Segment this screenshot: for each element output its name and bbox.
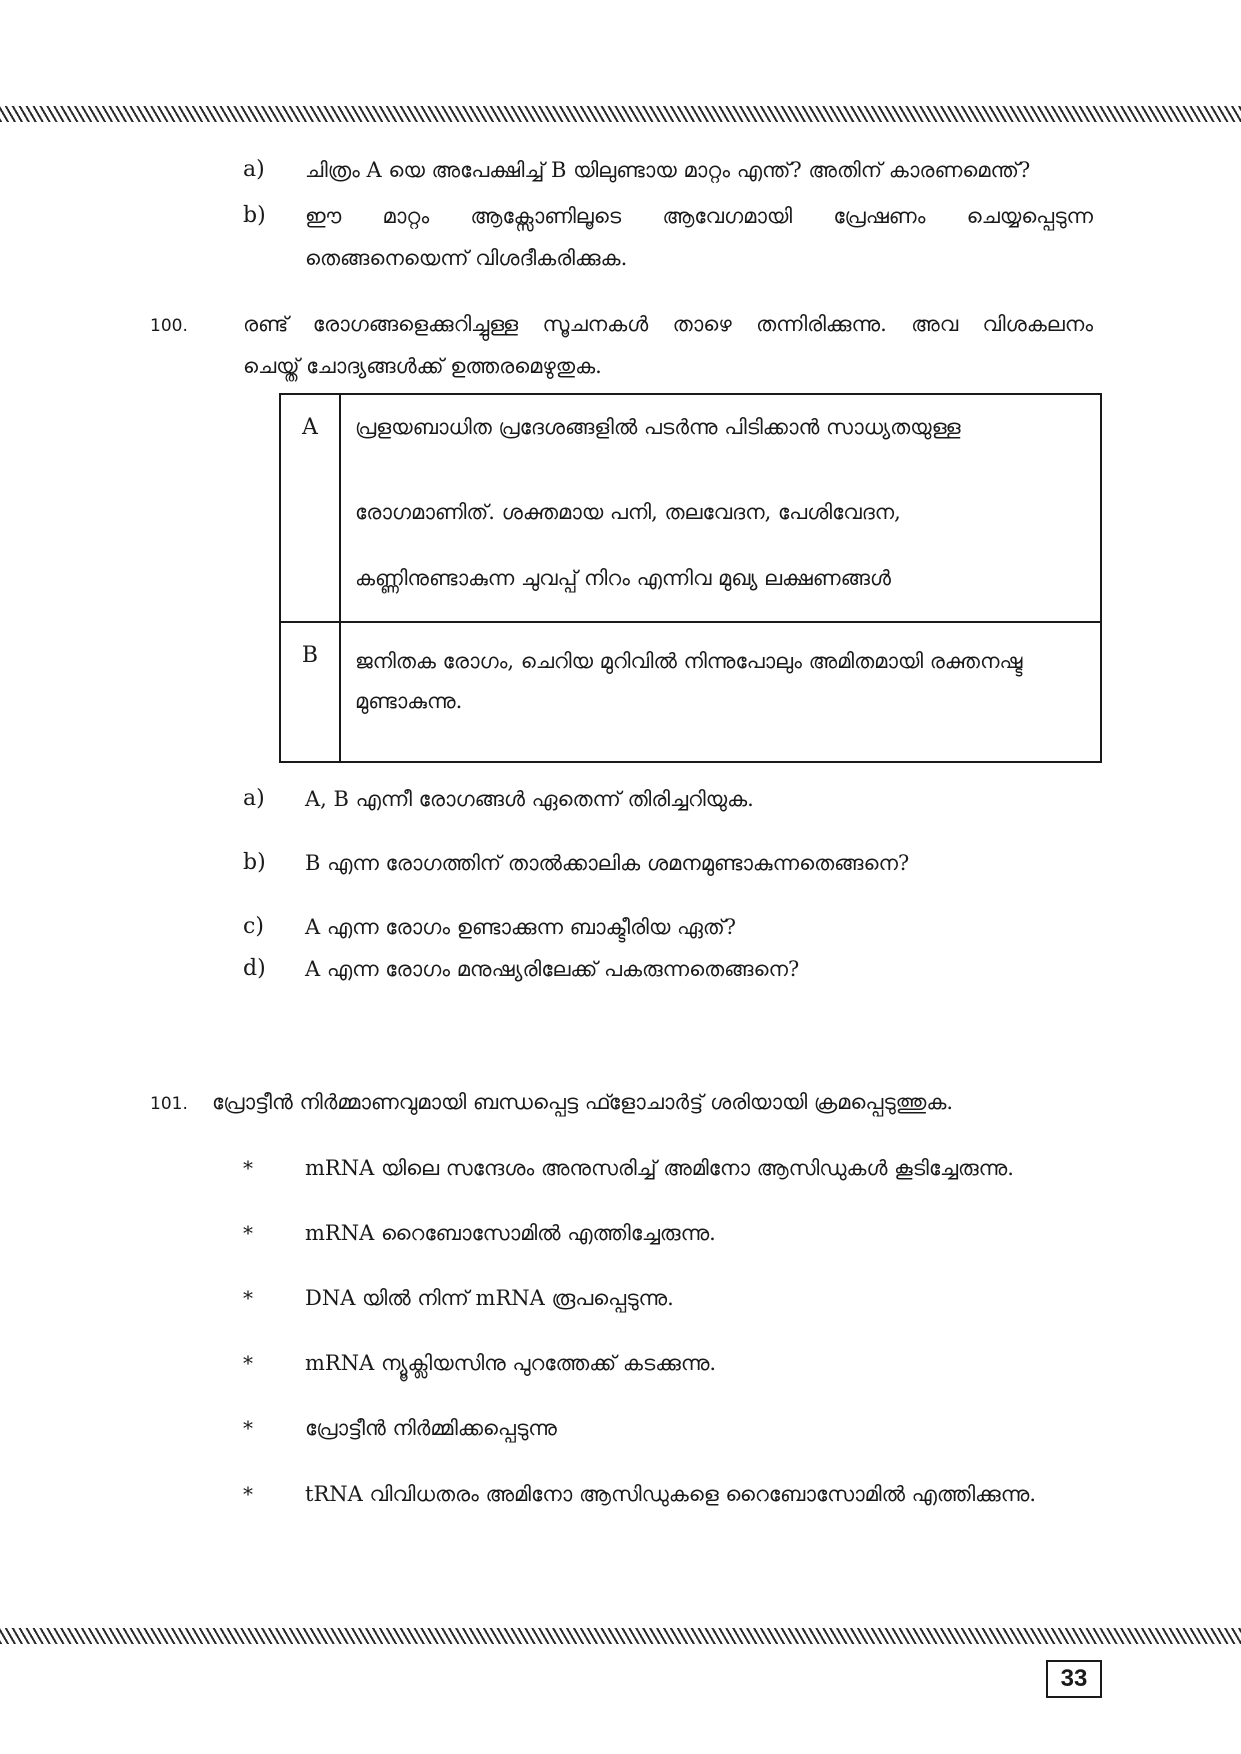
bullet-asterisk: * xyxy=(243,1416,253,1440)
question-number-100: 100. xyxy=(150,316,188,336)
row-key-a: A xyxy=(280,394,340,622)
bullet-asterisk: * xyxy=(243,1221,253,1245)
top-hatch-border xyxy=(0,106,1241,122)
row-clue-a: പ്രളയബാധിത പ്രദേശങ്ങളിൽ പടർന്നു പിടിക്കാൻ സാധ്യതയുള്ള രോഗമാണിത്. ശക്തമായ പനി, തലവേദന, പേശിവേദന, കണ്ണിനുണ്ടാകുന്ന ചുവപ്പ് നിറം എന്നിവ മുഖ്യ ലക്ഷണങ്ങൾ xyxy=(340,394,1101,622)
table-row xyxy=(280,394,1101,622)
table-row xyxy=(280,622,1101,762)
bullet-asterisk: * xyxy=(243,1156,253,1180)
bullet-asterisk: * xyxy=(243,1351,253,1375)
row-clue-b: ജനിതക രോഗം, ചെറിയ മുറിവിൽ നിന്നുപോലും അമിതമായി രക്തനഷ്ട മുണ്ടാകുന്നു. xyxy=(340,622,1101,762)
question-number-101: 101. xyxy=(150,1094,188,1114)
disease-clue-table xyxy=(279,393,1102,763)
page-number: 33 xyxy=(1046,1660,1102,1698)
row-key-b: B xyxy=(280,622,340,762)
bullet-asterisk: * xyxy=(243,1482,253,1506)
bullet-asterisk: * xyxy=(243,1286,253,1310)
bottom-hatch-border xyxy=(0,1628,1241,1644)
